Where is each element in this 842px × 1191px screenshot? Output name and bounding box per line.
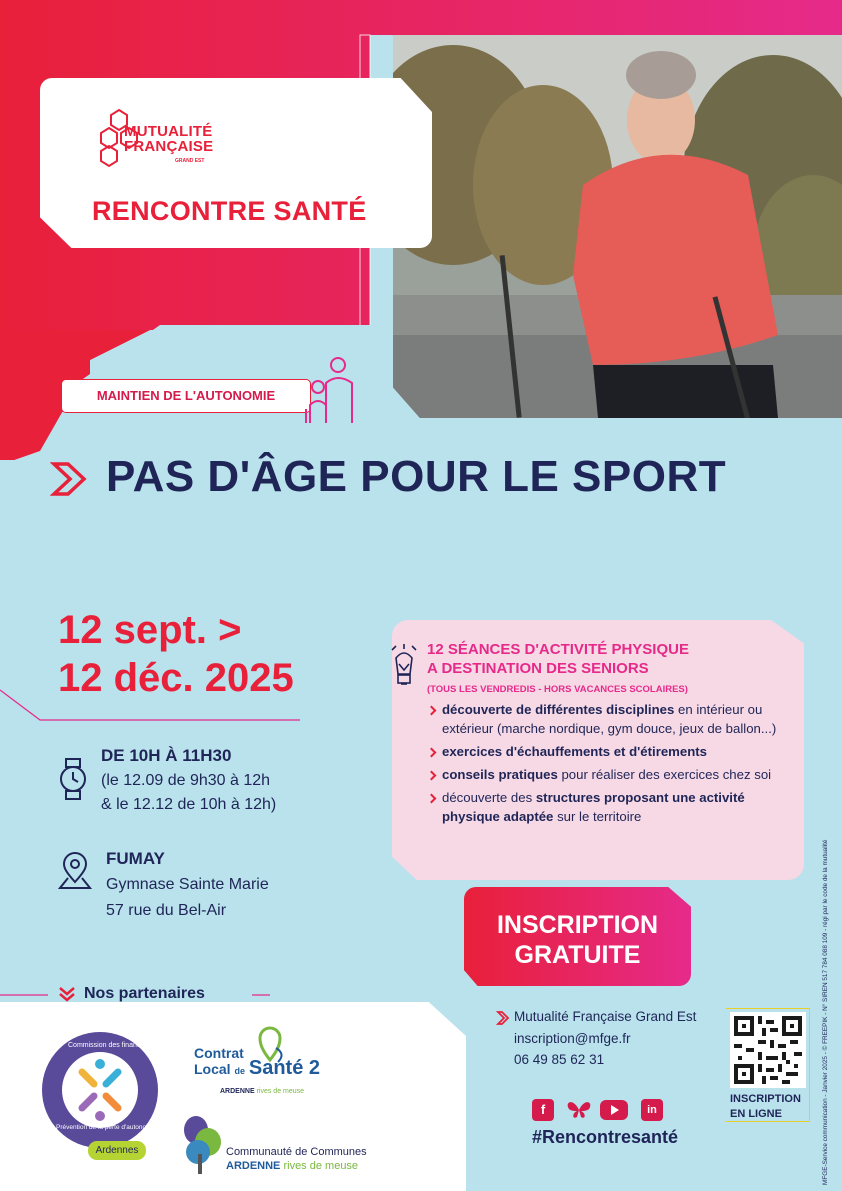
mutualite-chevron-icon [58, 986, 76, 1002]
legal-notice: MFGE-Service communication - Janvier 2025 - © FREEPIK - N° SIREN 517 784 088 109 - régi par le code de la mutualité [822, 839, 829, 1185]
schedule-title: DE 10H À 11H30 [101, 746, 232, 765]
ccarm-line2: ARDENNE rives de meuse [226, 1160, 359, 1172]
partner-cls-logo: Contrat Local de Santé 2 [194, 1045, 321, 1079]
ccarm-line1: Communauté de Communes [226, 1146, 367, 1158]
program-subtitle: (TOUS LES VENDREDIS - HORS VACANCES SCOLAIRES) [427, 684, 688, 695]
list-item: exercices d'échauffements et d'étirements [425, 742, 803, 761]
schedule-line-1: (le 12.09 de 9h30 à 12h [101, 772, 271, 789]
main-title: PAS D'ÂGE POUR LE SPORT [106, 452, 727, 501]
watch-icon [56, 758, 90, 800]
contact-org: Mutualité Française Grand Est [514, 1009, 697, 1024]
contact-email[interactable]: inscription@mfge.fr [514, 1031, 631, 1046]
cfppa-top-text: Commission des financeurs [68, 1042, 154, 1049]
hero-photo [393, 35, 842, 418]
brand-region: GRAND EST [175, 158, 205, 164]
list-item: découverte de différentes disciplines en intérieur ou extérieur (marche nordique, gym douce, jeux de ballon...) [425, 700, 803, 738]
linkedin-icon[interactable]: in [641, 1099, 663, 1121]
inscription-label: INSCRIPTION GRATUITE [496, 911, 659, 969]
contact-phone[interactable]: 06 49 85 62 31 [514, 1052, 605, 1067]
seniors-icon [298, 355, 360, 427]
program-title: 12 SÉANCES D'ACTIVITÉ PHYSIQUE A DESTINATION DES SENIORS [427, 641, 689, 677]
cls-subtext: ARDENNE rives de meuse [220, 1088, 305, 1095]
cfppa-badge: Ardennes [88, 1141, 146, 1160]
location-address: 57 rue du Bel-Air [106, 902, 227, 919]
location-city: FUMAY [106, 849, 165, 868]
partners-title: Nos partenaires [84, 985, 205, 1002]
facebook-icon[interactable]: f [532, 1099, 554, 1121]
brand-name: MUTUALITÉ FRANÇAISE [124, 123, 214, 155]
date-start: 12 sept. > [58, 608, 242, 652]
date-end: 12 déc. 2025 [58, 656, 294, 700]
cfppa-bottom-text: Prévention de la perte d'autonomie [56, 1124, 157, 1131]
program-list [425, 700, 803, 830]
ccarm-tree-icon [180, 1114, 224, 1176]
contact-chevron-icon [496, 1011, 510, 1025]
hashtag: #Rencontresanté [532, 1127, 679, 1147]
youtube-icon[interactable] [600, 1100, 628, 1120]
chevron-right-icon [50, 461, 90, 497]
theme-tag: MAINTIEN DE L'AUTONOMIE [62, 380, 310, 412]
butterfly-icon[interactable] [566, 1099, 592, 1121]
list-item: conseils pratiques pour réaliser des exercices chez soi [425, 765, 803, 784]
lightbulb-icon [390, 644, 418, 692]
location-venue: Gymnase Sainte Marie [106, 876, 269, 893]
schedule-line-2: & le 12.12 de 10h à 12h) [101, 796, 277, 813]
event-type: RENCONTRE SANTÉ [92, 196, 367, 226]
qr-label: INSCRIPTION EN LIGNE [730, 1093, 801, 1120]
cls-pin-icon [258, 1026, 286, 1064]
location-pin-icon [58, 852, 92, 890]
list-item: découverte des structures proposant une activité physique adaptée sur le territoire [425, 788, 803, 826]
